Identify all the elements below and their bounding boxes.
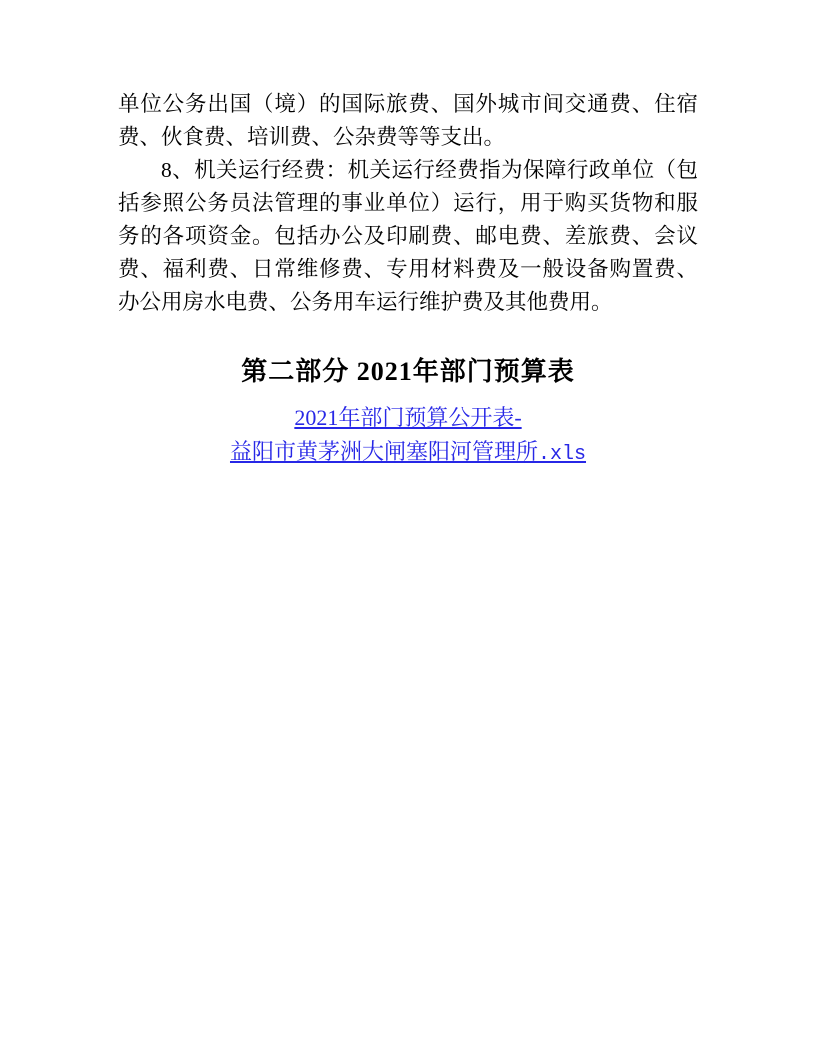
document-body	[118, 88, 698, 472]
section-heading: 第二部分 2021年部门预算表	[241, 357, 575, 386]
attachment-link-block	[118, 391, 698, 472]
paragraph-continuation: 单位公务出国（境）的国际旅费、国外城市间交通费、住宿费、伙食费、培训费、公杂费等等支出。	[118, 92, 698, 149]
attachment-link-line-2[interactable]	[118, 435, 698, 472]
attachment-link-line-1[interactable]: 2021年部门预算公开表-	[294, 405, 522, 430]
paragraph-item-8: 8、机关运行经费：机关运行经费指为保障行政单位（包括参照公务员法管理的事业单位）运行，用于购买货物和服务的各项资金。包括办公及印刷费、邮电费、差旅费、会议费、福利费、日常维修费、专用材料费及一般设备购置费、办公用房水电费、公务用车运行维护费及其他费用。	[118, 158, 698, 314]
attachment-file-name: 益阳市黄茅洲大闸塞阳河管理所	[229, 439, 538, 464]
attachment-file-extension: .xls	[538, 443, 587, 466]
